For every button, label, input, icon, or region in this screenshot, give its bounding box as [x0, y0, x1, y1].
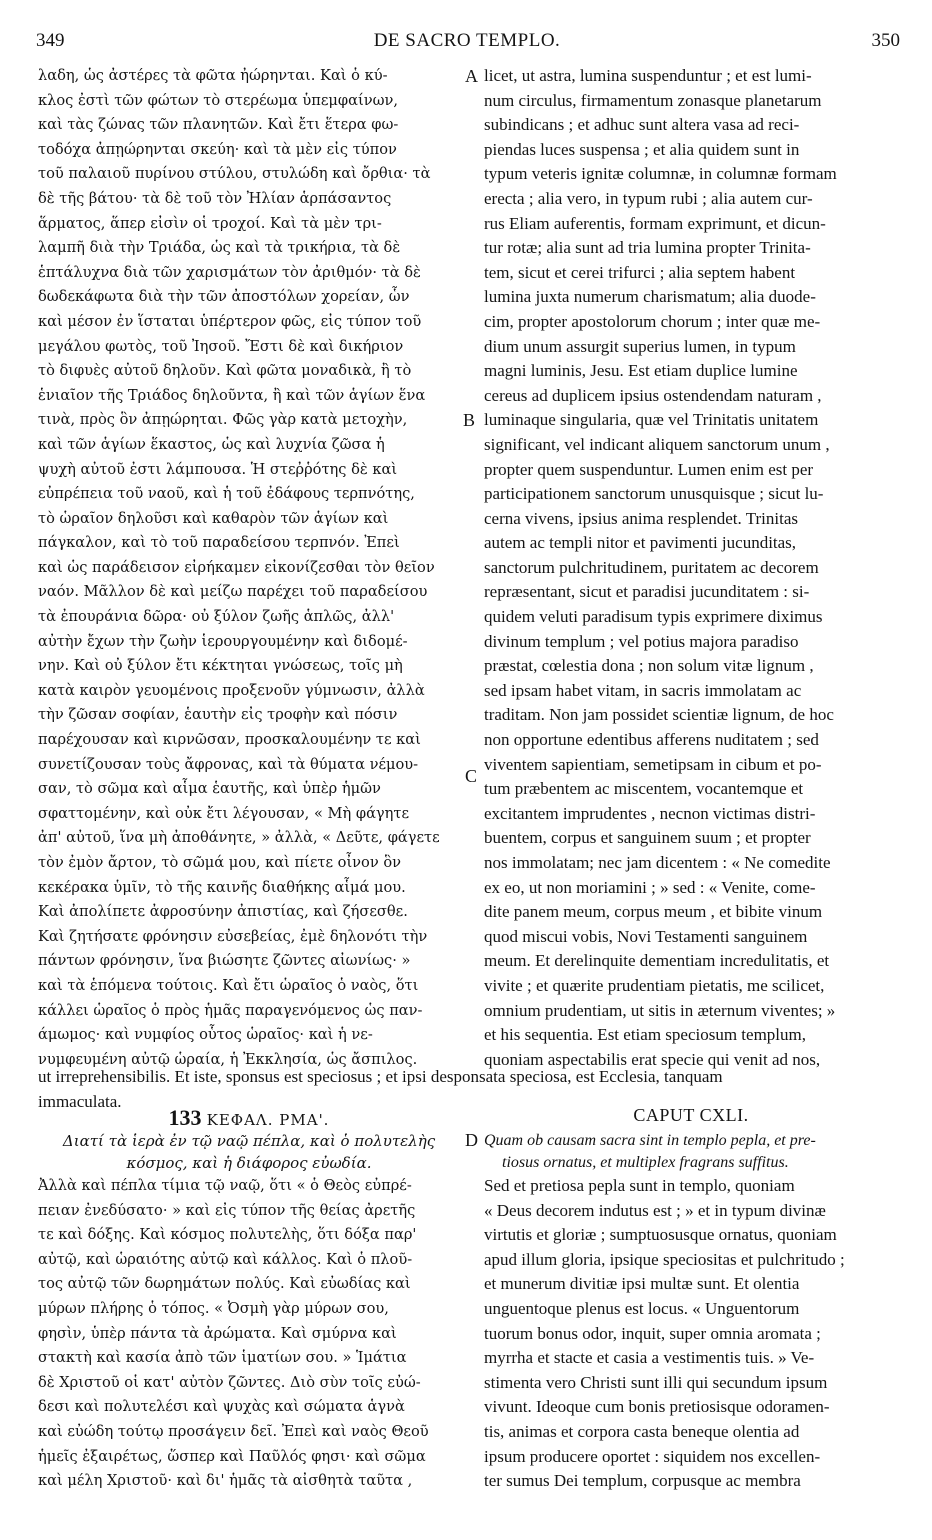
greek-text-line: πειαν ἐνεδύσατο· » καὶ εἰς τύπον τῆς θείας ἀρετῆς: [38, 1201, 416, 1219]
latin-text-line: stimenta vero Christi sunt illi qui secundum ipsum: [484, 1372, 828, 1392]
greek-text-line: ψυχὴ αὐτοῦ ἐστι λάμπουσα. Ἡ στεῤῥότης δὲ καὶ: [38, 460, 398, 478]
greek-text-line: λαμπῆ διὰ τὴν Τριάδα, ὡς καὶ τὰ τρικήρια, τὰ δὲ: [38, 239, 401, 257]
greek-text-line: κλος ἐστὶ τῶν φώτων τὸ στερέωμα ὑπεμφαίνων,: [38, 91, 398, 109]
latin-text-line: quod miscui vobis, Novi Testamenti sanguinem: [484, 926, 808, 946]
greek-text-line: πάντων φρόνησιν, ἵνα βιώσητε ζῶντες αἰωνίως· »: [38, 952, 411, 970]
greek-text-line: νυμφευμένη αὐτῷ ὡραία, ἡ Ἐκκλησία, ὡς ἄσπιλος.: [38, 1050, 418, 1068]
greek-column-bottom: [38, 1174, 460, 1494]
greek-text-line: τοδόχα ἀπῃώρηνται σκεύη· καὶ τὰ μὲν εἰς τύπον: [38, 140, 397, 158]
greek-chapter-heading: [38, 1105, 460, 1131]
full-width-text-line: immaculata.: [38, 1091, 122, 1111]
greek-text-line: ἑνιαῖον τῆς Τριάδος δηλοῦντα, ἢ καὶ τῶν ἁγίων ἕνα: [38, 386, 426, 404]
latin-text-line: divinum templum ; vel potius majora paradiso: [484, 631, 799, 651]
greek-text-line: τὸ διφυὲς αὐτοῦ δηλοῦν. Καὶ φῶτα μοναδικὰ, ἢ τὸ: [38, 362, 412, 380]
latin-text-line: vivunt. Ideoque cum bonis pretiosisque odoramen-: [484, 1397, 830, 1417]
latin-text-line: sed ipsam habet vitam, in sacris immolatam ac: [484, 680, 802, 700]
running-title: DE SACRO TEMPLO.: [373, 30, 561, 51]
greek-text-line: φησὶν, ὑπὲρ πάντα τὰ ἀρώματα. Καὶ σμύρνα καὶ: [38, 1324, 397, 1342]
greek-text-line: δὲ τῆς βάτου· τὰ δὲ τοῦ τὸν Ἠλίαν ἁρπάσαντος: [38, 189, 392, 207]
latin-text-line: propter quem suspenduntur. Lumen enim est per: [484, 459, 814, 479]
latin-subtitle-line: Quam ob causam sacra sint in templo pepla, et pre-: [484, 1132, 816, 1149]
greek-text-line: δωδεκάφωτα διὰ τὴν τῶν ἀποστόλων χορείαν, ὧν: [38, 288, 410, 306]
latin-text-line: tum præbentem ac miscentem, vocantemque et: [484, 779, 804, 799]
greek-text-line: τὴν ζῶσαν σοφίαν, ἑαυτὴν εἰς τροφὴν καὶ πόσιν: [38, 706, 398, 724]
latin-subtitle-line: tiosus ornatus, et multiplex fragrans suffitus.: [502, 1154, 789, 1171]
greek-text-line: δὲ Χριστοῦ οἱ κατ' αὐτὸν ζῶντες. Διὸ σὺν τοῖς εὐώ-: [38, 1373, 421, 1391]
latin-text-line: tem, sicut et cerei trifurci ; alia septem habent: [484, 262, 796, 282]
latin-text-line: quidem veluti paradisum typis exprimere diximus: [484, 607, 823, 627]
latin-column-top: [484, 64, 898, 1072]
greek-text-line: Ἀλλὰ καὶ πέπλα τίμια τῷ ναῷ, ὅτι « ὁ Θεὸς εὐπρέ-: [38, 1177, 412, 1194]
greek-text-line: αὐτὴν ἔχων τὴν ζωὴν ἱερουργουμένην καὶ διδομέ-: [38, 632, 408, 650]
latin-text-line: typum veteris ignitæ columnæ, in columnæ formam: [484, 164, 837, 184]
greek-text-line: καὶ τὰ ἑπόμενα τούτοις. Καὶ ἔτι ὡραῖος ὁ ναὸς, ὅτι: [38, 976, 419, 994]
latin-text-line: omnium prudentiam, ut sitis in æternum viventes; »: [484, 1000, 836, 1020]
latin-text-line: nos immolatam; nec jam dicentem : « Ne comedite: [484, 853, 831, 872]
latin-text-line: ter sumus Dei templum, corpusque ac membra: [484, 1471, 801, 1491]
greek-subtitle-line: κόσμος, καὶ ἡ διάφορος εὐωδία.: [126, 1154, 372, 1172]
latin-text-line: vivite ; et quærite prudentiam pietatis, me scilicet,: [484, 975, 825, 995]
greek-text-line: μύρων πλήρης ὁ τόπος. « Ὀσμὴ γὰρ μύρων σου,: [38, 1299, 389, 1317]
latin-text-line: Sed et pretiosa pepla sunt in templo, quoniam: [484, 1176, 795, 1195]
latin-text-line: viventem sapientiam, semetipsam in cibum et po-: [484, 754, 822, 774]
greek-chapter-subtitle: [38, 1130, 460, 1174]
greek-text-line: ἑπτάλυχνα διὰ τῶν χαρισμάτων τὸν ἀριθμόν· τὰ δὲ: [38, 263, 421, 281]
latin-text-line: ex eo, ut non moriamini ; » sed : « Venite, come-: [484, 877, 816, 897]
latin-text-line: lumina juxta numerum charismatum; alia duode-: [484, 287, 816, 307]
greek-text-line: πάγκαλον, καὶ τὸ τοῦ παραδείσου τερπνόν. Ἐπεὶ: [38, 534, 400, 552]
greek-text-line: άμωμος· καὶ νυμφίος οὗτος ὡραῖος· καὶ ἡ νε-: [38, 1026, 373, 1044]
greek-chapter-title: ΚΕΦΑΛ. ΡΜΑ'.: [206, 1111, 330, 1129]
latin-text-line: participationem sanctorum unusquisque ; sicut lu-: [484, 484, 824, 504]
latin-text-line: tis, animas et corpora casta beneque olentia ad: [484, 1421, 800, 1441]
latin-text-line: præstat, cœlestia dona ; non solum vitæ lignum ,: [484, 656, 814, 676]
greek-text-line: ναόν. Μᾶλλον δὲ καὶ μείζω παρέχει τοῦ παραδείσου: [38, 583, 428, 601]
greek-text-line: τε καὶ δόξης. Καὶ κόσμος πολυτελὴς, ὅτι δόξα παρ': [38, 1226, 417, 1244]
greek-text-line: συνετίζουσαν τοὺς ἄφρονας, καὶ τὰ θύματα νέμου-: [38, 755, 419, 773]
greek-text-line: δεσι καὶ πολυτελέσι καὶ ψυχὰς καὶ σώματα ἁγνὰ: [38, 1398, 405, 1416]
greek-text-line: τὸν ἐμὸν ἄρτον, τὸ σῶμά μου, καὶ πίετε οἶνον ὃν: [38, 854, 402, 871]
latin-text-line: traditam. Non jam possidet scientiæ lignum, de hoc: [484, 705, 834, 725]
margin-marker-b: B: [463, 410, 476, 430]
full-width-text-line: ut irreprehensibilis. Et iste, sponsus est speciosus ; et ipsi desponsata speciosa, est Ecclesia, tanquam: [38, 1067, 723, 1086]
greek-text-line: τος αὐτῷ τῶν δωρημάτων πολύς. Καὶ εὐωδίας καὶ: [38, 1275, 411, 1293]
latin-text-line: « Deus decorem indutus est ; » et in typum divinæ: [484, 1200, 826, 1220]
latin-text-line: quoniam aspectabilis erat specie qui venit ad nos,: [484, 1049, 821, 1069]
greek-text-line: κεκέρακα ὑμῖν, τὸ τῆς καινῆς διαθήκης αἷμά μου.: [38, 878, 406, 896]
greek-text-line: καὶ εὐώδη τούτῳ προσάγειν δεῖ. Ἐπεὶ καὶ ναὸς Θεοῦ: [38, 1422, 429, 1440]
greek-text-line: κατὰ καιρὸν γευομένοις προξενοῦν γύμνωσιν, ἀλλὰ: [38, 681, 425, 699]
latin-text-line: dite panem meum, corpus meum , et bibite vinum: [484, 902, 823, 922]
greek-text-line: τοῦ παλαιοῦ πυρίνου στύλου, στυλώδη καὶ ὄρθια· τὰ: [38, 165, 431, 183]
greek-subtitle-line: Διατί τὰ ἱερὰ ἐν τῷ ναῷ πέπλα, καὶ ὁ πολυτελὴς: [62, 1132, 436, 1150]
greek-text-line: καὶ μέλη Χριστοῦ· καὶ δι' ἡμᾶς τὰ αἰσθητὰ ταῦτα ,: [38, 1472, 413, 1490]
page-number-right: 350: [871, 30, 900, 51]
greek-text-line: σαν, τὸ σῶμα καὶ αἷμα ἑαυτῆς, καὶ ὑπὲρ ἡμῶν: [38, 780, 381, 798]
greek-text-line: τὰ ἐπουράνια δῶρα· οὐ ξύλον ζωῆς ἁπλῶς, ἀλλ': [38, 608, 395, 626]
latin-text-line: tuorum bonus odor, inquit, super omnia aromata ;: [484, 1323, 821, 1343]
greek-text-line: εὐπρέπεια τοῦ ναοῦ, καὶ ἡ τοῦ ἐδάφους τερπνότης,: [38, 485, 415, 503]
margin-marker-a: A: [465, 66, 478, 86]
latin-text-line: tur rotæ; alia sunt ad tria lumina propter Trinita-: [484, 238, 811, 258]
greek-text-line: ἀπ' αὐτοῦ, ἵνα μὴ ἀποθάνητε, » ἀλλὰ, « Δεῦτε, φάγετε: [38, 829, 440, 847]
latin-text-line: et munerum divitiæ ipsi multæ sunt. Et olentia: [484, 1274, 800, 1294]
latin-text-line: piendas luces suspensa ; et alia quidem sunt in: [484, 139, 800, 159]
greek-text-line: ἅρματος, ἅπερ εἰσὶν οἱ τροχοί. Καὶ τὰ μὲν τρι-: [38, 214, 382, 232]
latin-text-line: subindicans ; et adhuc sunt altera vasa ad reci-: [484, 115, 800, 135]
latin-text-line: num circulus, firmamentum zonasque planetarum: [484, 90, 822, 110]
greek-text-line: καὶ τὰς ζώνας τῶν πλανητῶν. Καὶ ἔτι ἕτερα φω-: [38, 116, 399, 134]
latin-text-line: cereus ad duplicem ipsius ostendendam naturam ,: [484, 385, 822, 405]
latin-text-line: virtutis et gloriæ ; sumptuosusque ornatus, quoniam: [484, 1225, 837, 1245]
greek-text-line: μεγάλου φωτὸς, τοῦ Ἰησοῦ. Ἔστι δὲ καὶ δικήριον: [38, 337, 404, 355]
greek-text-line: Καὶ ἀπολίπετε ἀφροσύνην ἀπιστίας, καὶ ζήσεσθε.: [38, 903, 408, 921]
latin-text-line: autem ac templi nitor et pavimenti jucunditas,: [484, 533, 797, 553]
greek-text-line: τὸ ὡραῖον δηλοῦσι καὶ καθαρὸν τῶν ἁγίων καὶ: [38, 509, 389, 527]
greek-text-line: νην. Καὶ οὐ ξύλον ἔτι κέκτηται γνώσεως, τοῖς μὴ: [38, 657, 403, 675]
latin-text-line: cerna vivens, ipsius anima resplendet. Trinitas: [484, 508, 798, 528]
greek-text-line: καὶ ὡς παράδεισον εἰρήκαμεν εἰκονίζεσθαι τὸν θεῖον: [38, 558, 435, 576]
latin-text-line: luminaque singularia, quæ vel Trinitatis unitatem: [484, 410, 819, 430]
latin-text-line: et his sequentia. Est etiam speciosum templum,: [484, 1025, 806, 1045]
greek-text-line: παρέχουσαν καὶ κιρνῶσαν, προσκαλουμένην τε καὶ: [38, 731, 421, 749]
running-header: [32, 30, 902, 56]
margin-marker-c: C: [465, 766, 478, 786]
greek-text-line: σφαττομένην, καὶ οὐκ ἔτι λέγουσαν, « Μὴ φάγητε: [38, 804, 410, 822]
latin-text-line: meum. Et derelinquite dementiam incredulitatis, et: [484, 951, 830, 971]
latin-text-line: significant, vel indicant aliquem sanctorum unum ,: [484, 434, 830, 454]
greek-text-line: καὶ τῶν ἁγίων ἕκαστος, ὡς καὶ λυχνία ζῶσα ἡ: [38, 435, 385, 453]
greek-text-line: στακτὴ καὶ κασία ἀπὸ τῶν ἱματίων σου. » Ἱμάτια: [38, 1349, 407, 1367]
greek-text-line: αὐτῷ, καὶ ὡραιότης αὐτῷ καὶ κάλλος. Καὶ ὁ πλοῦ-: [38, 1250, 413, 1268]
latin-text-line: non opportune edentibus afferens nuditatem ; sed: [484, 730, 819, 750]
latin-text-line: cim, propter apostolorum chorum ; inter quæ me-: [484, 311, 821, 331]
greek-text-line: Καὶ ζητήσατε φρόνησιν εὐσεβείας, ἐμὲ δηλονότι τὴν: [38, 927, 428, 945]
latin-column-bottom: [484, 1174, 898, 1494]
greek-text-line: λαδη, ὡς ἀστέρες τὰ φῶτα ἠώρηνται. Καὶ ὁ κύ-: [38, 67, 388, 84]
page-number-left: 349: [36, 30, 65, 51]
latin-text-line: licet, ut astra, lumina suspenduntur ; et est lumi-: [484, 66, 812, 85]
greek-text-line: κάλλει ὡραῖος ὁ πρὸς ἡμᾶς παραγενόμενος ὡς παν-: [38, 1001, 423, 1019]
chapter-number: 133: [168, 1105, 202, 1130]
latin-text-line: magni luminis, Jesu. Est etiam duplice lumine: [484, 361, 798, 381]
margin-marker-d: D: [465, 1130, 478, 1150]
latin-text-line: unguentoque plenus est locus. « Unguentorum: [484, 1298, 800, 1318]
latin-text-line: apud illum gloria, ipsique speciositas et pulchritudo ;: [484, 1249, 845, 1269]
latin-text-line: buentem, corpus et sanguinem suum ; et propter: [484, 828, 811, 848]
greek-text-line: καὶ μέσον ἐν ἵσταται ὑπέρτερον φῶς, εἰς τύπον τοῦ: [38, 312, 422, 330]
greek-text-line: ἡμεῖς ἐξαιρέτως, ὥσπερ καὶ Παῦλός φησι· καὶ σῶμα: [38, 1447, 426, 1465]
latin-chapter-title: CAPUT CXLI.: [633, 1105, 749, 1125]
latin-text-line: excitantem imprudentes , necnon victimas distri-: [484, 803, 816, 823]
latin-text-line: repræsentant, sicut et paradisi jucunditatem : si-: [484, 582, 810, 602]
latin-chapter-subtitle: [484, 1130, 898, 1174]
greek-column-top: [38, 64, 460, 1072]
latin-text-line: myrrha et stacte et casia a vestimentis tuis. » Ve-: [484, 1348, 815, 1368]
latin-text-line: dium unum assurgit superius lumen, in typum: [484, 336, 796, 356]
latin-text-line: ipsum producere oportet : siquidem nos excellen-: [484, 1446, 821, 1466]
latin-text-line: erecta ; alia vero, in typum rubi ; alia autem cur-: [484, 188, 813, 208]
latin-text-line: rus Eliam auferentis, formam exprimunt, et dicun-: [484, 213, 826, 233]
greek-text-line: τινὰ, πρὸς ὃν ἀπῃώρηται. Φῶς γὰρ κατὰ μετοχὴν,: [38, 411, 408, 429]
latin-text-line: sanctorum pulchritudinem, puritatem ac decorem: [484, 557, 819, 577]
